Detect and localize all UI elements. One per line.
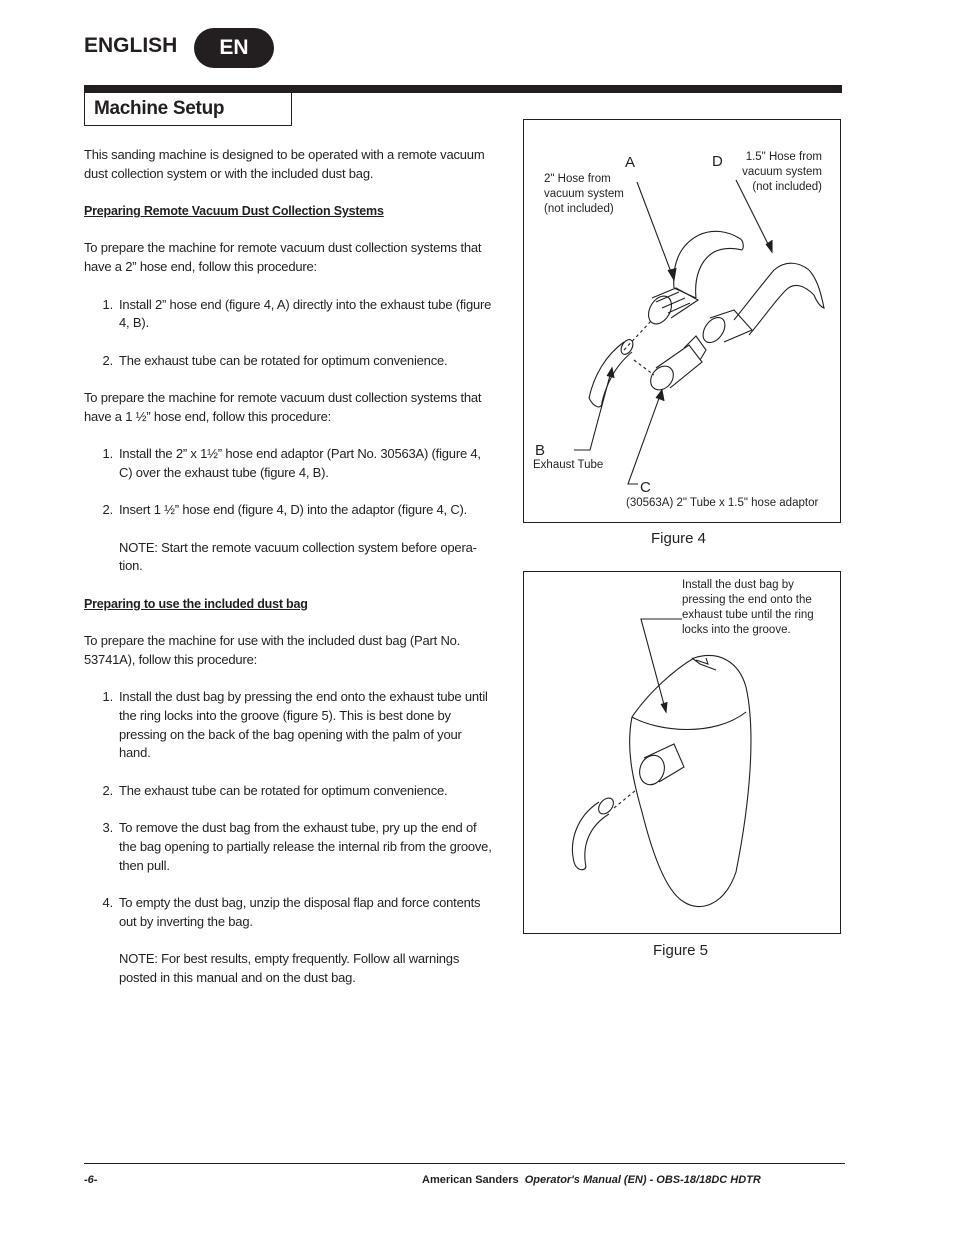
figure-5-label: Install the dust bag by pressing the end onto the exhaust tube until the ring locks into the groove. bbox=[682, 579, 814, 636]
language-badge: EN bbox=[194, 28, 274, 68]
list-item: 1. Install 2” hose end (figure 4, A) directly into the exhaust tube (figure 4, B). bbox=[102, 296, 492, 331]
list-item: 1. Install the 2” x 1½” hose end adaptor (Part No. 30563A) (figure 4, C) over the exhaust tube (figure 4, B). bbox=[102, 446, 481, 480]
footer-manual: Operator's Manual (EN) - OBS-18/18DC HDTR bbox=[524, 1174, 761, 1186]
list-item: 4. To empty the dust bag, unzip the disposal flap and force contents out by inverting the bag. bbox=[102, 894, 481, 929]
list-item: 1. Install the dust bag by pressing the end onto the exhaust tube until the ring locks into the groove (figure 5). This is best done by pressing on the back of the bag opening with the palm of your hand. bbox=[102, 689, 488, 761]
intro-paragraph: This sanding machine is designed to be operated with a remote vacuum dust collection system or with the included dust bag. bbox=[84, 147, 485, 181]
list-item: 2. The exhaust tube can be rotated for optimum convenience. bbox=[102, 352, 448, 368]
page-number: -6- bbox=[84, 1174, 98, 1186]
footer-brand: American Sanders bbox=[422, 1174, 519, 1186]
figure-4-label-a: 2" Hose from vacuum system (not included) bbox=[544, 173, 624, 215]
language-title: ENGLISH bbox=[84, 34, 178, 57]
figure-4-letter-b: B bbox=[535, 442, 546, 459]
heading-remote-vacuum: Preparing Remote Vacuum Dust Collection Systems bbox=[84, 204, 384, 219]
heading-dust-bag: Preparing to use the included dust bag bbox=[84, 596, 308, 611]
figure-4-label-b: Exhaust Tube bbox=[533, 459, 604, 471]
figure-4-letter-c: C bbox=[640, 479, 651, 496]
figure-4-frame bbox=[523, 119, 841, 523]
figure-4-label-d: 1.5" Hose from vacuum system (not included) bbox=[742, 151, 822, 193]
header-rule bbox=[84, 85, 842, 93]
list-item: 2. Insert 1 ½” hose end (figure 4, D) into the adaptor (figure 4, C). bbox=[102, 502, 468, 518]
list-item: 2. The exhaust tube can be rotated for optimum convenience. bbox=[102, 782, 448, 798]
section-title: Machine Setup bbox=[94, 98, 225, 119]
figure-4-letter-d: D bbox=[712, 153, 723, 170]
figure-4-caption: Figure 4 bbox=[651, 530, 707, 547]
bag-note: NOTE: For best results, empty frequently. Follow all warnings posted in this manual and on the dust bag. bbox=[119, 951, 460, 985]
remote-2in-intro: To prepare the machine for remote vacuum dust collection systems that have a 2” hose end, follow this procedure: bbox=[84, 240, 482, 275]
list-item: 3. To remove the dust bag from the exhaust tube, pry up the end of the bag opening to partially release the internal rib from the groove, then pull. bbox=[102, 820, 492, 873]
figure-4-letter-a: A bbox=[625, 154, 636, 171]
figure-5-frame bbox=[523, 571, 841, 934]
remote-note: NOTE: Start the remote vacuum collection system before opera-tion. bbox=[119, 539, 477, 574]
figure-4-label-c: (30563A) 2" Tube x 1.5" hose adaptor bbox=[626, 497, 819, 509]
body-text bbox=[84, 146, 496, 987]
remote-15in-intro: To prepare the machine for remote vacuum dust collection systems that have a 1 ½” hose end, follow this procedure: bbox=[84, 390, 482, 424]
footer-rule bbox=[84, 1163, 845, 1164]
figure-5-caption: Figure 5 bbox=[653, 942, 709, 959]
footer-title bbox=[422, 1174, 761, 1186]
bag-intro: To prepare the machine for use with the included dust bag (Part No. 53741A), follow this procedure: bbox=[84, 633, 461, 667]
